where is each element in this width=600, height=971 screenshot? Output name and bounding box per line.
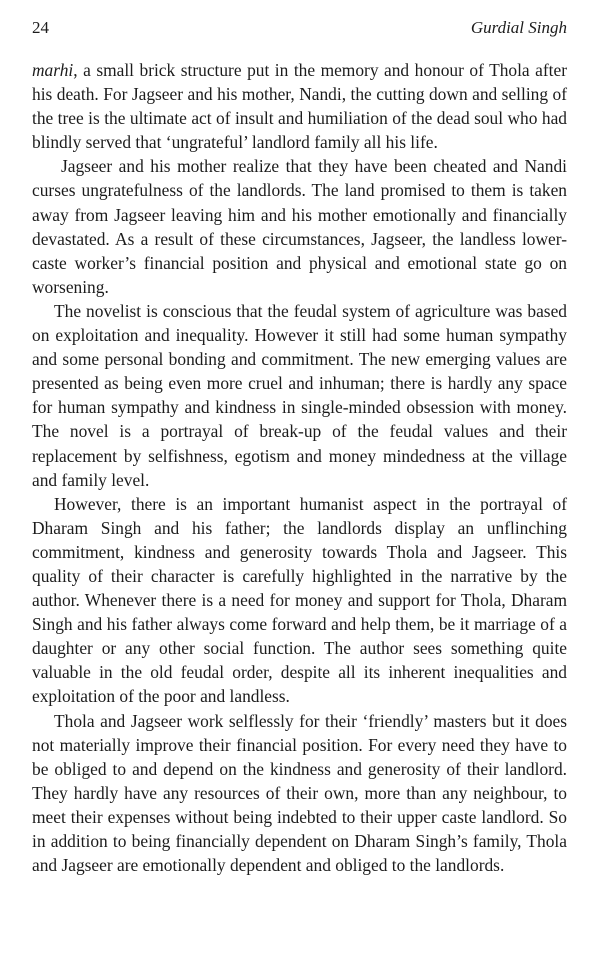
paragraph-1-text: , a small brick structure put in the memory and honour of Thola after his death. For Jagseer and his mother, Nandi, the cutting down and selling of the tree is the ultimate act of insult and humiliation of the dead soul who had blindly served that ‘ungrateful’ landlord family all his life.: [32, 60, 567, 153]
paragraph-2: [32, 154, 567, 299]
page-number: 24: [32, 18, 49, 37]
paragraph-5: [32, 709, 567, 878]
paragraph-4: [32, 492, 567, 709]
body-text: [32, 58, 567, 877]
paragraph-5-text: Thola and Jagseer work selflessly for their ‘friendly’ masters but it does not materially improve their financial position. For every need they have to be obliged to and depend on the kindness and generosity of their landlord. They hardly have any resources of their own, more than any neighbour, to meet their expenses without being indebted to their upper caste landlord. So in addition to being financially dependent on Dharam Singh’s family, Thola and Jagseer are emotionally dependent and obliged to the landlords.: [32, 710, 567, 876]
running-title: Gurdial Singh: [470, 18, 567, 37]
paragraph-1: [32, 58, 567, 154]
paragraph-1-lead-italic: marhi: [32, 60, 74, 80]
paragraph-4-text: However, there is an important humanist aspect in the portrayal of Dharam Singh and his father; the landlords display an unflinching commitment, kindness and generosity towards Thola and Jagseer. This quality of their character is carefully highlighted in the narrative by the author. Whenever there is a need for money and support for Thola, Dharam Singh and his father always come forward and help them, be it marriage of a daughter or any other social function. The author sees something quite valuable in the old feudal order, despite all its inherent inequalities and exploitation of the poor and landless.: [32, 493, 567, 707]
paragraph-3: [32, 299, 567, 492]
paragraph-2-text: Jagseer and his mother realize that they have been cheated and Nandi curses ungratefulness of the landlords. The land promised to them is taken away from Jagseer leaving him and his mother emotionally and financially devastated. As a result of these circumstances, Jagseer, the landless lower-caste worker’s financial position and physical and emotional state go on worsening.: [32, 156, 567, 297]
paragraph-3-text: The novelist is conscious that the feudal system of agriculture was based on exploitation and inequality. However it still had some human sympathy and some personal bonding and commitment. The new emerging values are presented as being even more cruel and inhuman; there is hardly any space for human sympathy and kindness in single-minded obsession with money. The novel is a portrayal of break-up of the feudal values and their replacement by selfishness, egotism and money mindedness at the village and family level.: [32, 300, 567, 490]
running-head: [32, 18, 567, 42]
